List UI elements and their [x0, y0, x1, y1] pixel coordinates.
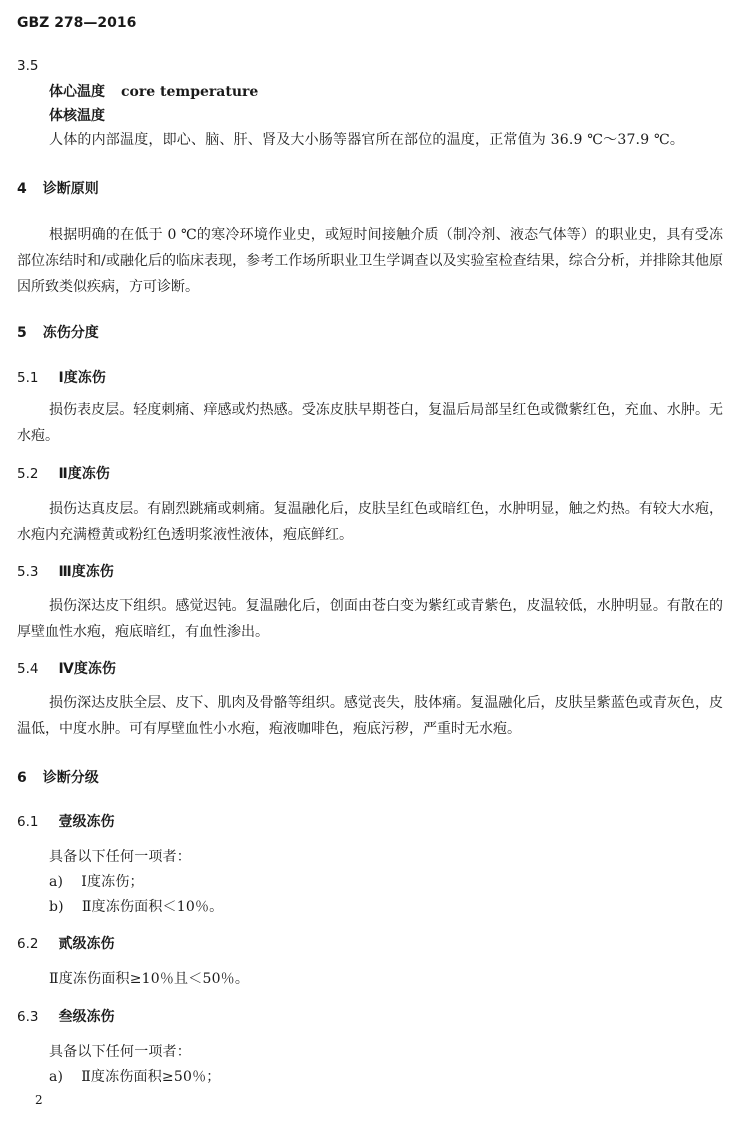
clause-6-2-heading — [17, 933, 114, 953]
list-item — [49, 896, 223, 916]
section-5-heading — [17, 322, 99, 342]
list-item — [49, 1066, 220, 1086]
list-item — [49, 871, 144, 891]
clause-5-3-paragraph: 损伤深达皮下组织。感觉迟钝。复温融化后，创面由苍白变为紫红或青紫色，皮温较低，水肿明显。有散在的厚壁血性水疱，疱底暗红，有血性渗出。 — [17, 598, 723, 640]
clause-title: 叁级冻伤 — [58, 1009, 115, 1025]
list-item-mark: a) — [49, 1069, 64, 1085]
section-number: 5 — [17, 325, 27, 341]
clause-number: 6.3 — [17, 1009, 39, 1025]
clause-5-2-heading — [17, 463, 110, 483]
clause-number: 5.3 — [17, 564, 39, 580]
clause-5-1-paragraph: 损伤表皮层。轻度刺痛、痒感或灼热感。受冻皮肤早期苍白，复温后局部呈红色或微紫红色，充血、水肿。无水疱。 — [17, 402, 723, 444]
clause-number: 5.2 — [17, 466, 39, 482]
term-core-temperature — [49, 81, 258, 101]
clause-title: 贰级冻伤 — [58, 936, 115, 952]
list-item-mark: b) — [49, 899, 64, 915]
section-number: 6 — [17, 770, 27, 786]
section-4-paragraph: 根据明确的在低于 0 ℃的寒冷环境作业史，或短时间接触介质（制冷剂、液态气体等）的职业史，具有受冻部位冻结时和/或融化后的临床表现，参考工作场所职业卫生学调查以及实验室检查结果，综合分析，并排除其他原因所致类似疾病，方可诊断。 — [17, 227, 723, 295]
list-item-mark: a) — [49, 874, 64, 890]
clause-5-3-heading — [17, 561, 114, 581]
clause-5-4-paragraph: 损伤深达皮肤全层、皮下、肌肉及骨骼等组织。感觉丧失，肢体痛。复温融化后，皮肤呈紫蓝色或青灰色，皮温低，中度水肿。可有厚壁血性小水疱，疱液咖啡色，疱底污秽，严重时无水疱。 — [17, 695, 723, 737]
section-number: 4 — [17, 181, 27, 197]
page-number: 2 — [35, 1093, 43, 1107]
clause-5-1-heading — [17, 367, 106, 387]
clause-number: 6.2 — [17, 936, 39, 952]
list-item-text: Ⅰ度冻伤； — [81, 874, 144, 890]
clause-5-4-heading — [17, 658, 116, 678]
section-title: 诊断原则 — [42, 181, 99, 197]
clause-6-1-heading — [17, 811, 114, 831]
clause-title: 壹级冻伤 — [58, 814, 115, 830]
alternate-term: 体核温度 — [49, 108, 105, 124]
clause-5-2-paragraph: 损伤达真皮层。有剧烈跳痛或刺痛。复温融化后，皮肤呈红色或暗红色，水肿明显，触之灼热。有较大水疱，水疱内充满橙黄或粉红色透明浆液性液体，疱底鲜红。 — [17, 501, 723, 543]
section-6-heading — [17, 767, 99, 787]
clause-title: Ⅳ度冻伤 — [58, 661, 116, 677]
term-english: core temperature — [121, 84, 259, 100]
clause-title: Ⅲ度冻伤 — [58, 564, 114, 580]
clause-number: 5.4 — [17, 661, 39, 677]
document-code: GBZ 278—2016 — [17, 15, 137, 31]
term-definition: 人体的内部温度，即心、脑、肝、肾及大小肠等器官所在部位的温度，正常值为 36.9 ℃～37.9 ℃。 — [49, 132, 685, 148]
list-item-text: Ⅱ度冻伤面积≥50％； — [81, 1069, 221, 1085]
clause-title: Ⅱ度冻伤 — [58, 466, 110, 482]
clause-6-3-heading — [17, 1006, 114, 1026]
clause-3-5-number: 3.5 — [17, 58, 39, 74]
term-chinese: 体心温度 — [49, 84, 105, 100]
clause-number: 6.1 — [17, 814, 39, 830]
section-title: 冻伤分度 — [42, 325, 99, 341]
clause-title: Ⅰ度冻伤 — [58, 370, 106, 386]
clause-6-1-intro: 具备以下任何一项者： — [49, 849, 191, 865]
section-title: 诊断分级 — [42, 770, 99, 786]
section-4-heading — [17, 178, 99, 198]
clause-number: 5.1 — [17, 370, 39, 386]
clause-6-2-text: Ⅱ度冻伤面积≥10％且＜50％。 — [49, 971, 250, 987]
list-item-text: Ⅱ度冻伤面积＜10％。 — [81, 899, 224, 915]
clause-6-3-intro: 具备以下任何一项者： — [49, 1044, 191, 1060]
